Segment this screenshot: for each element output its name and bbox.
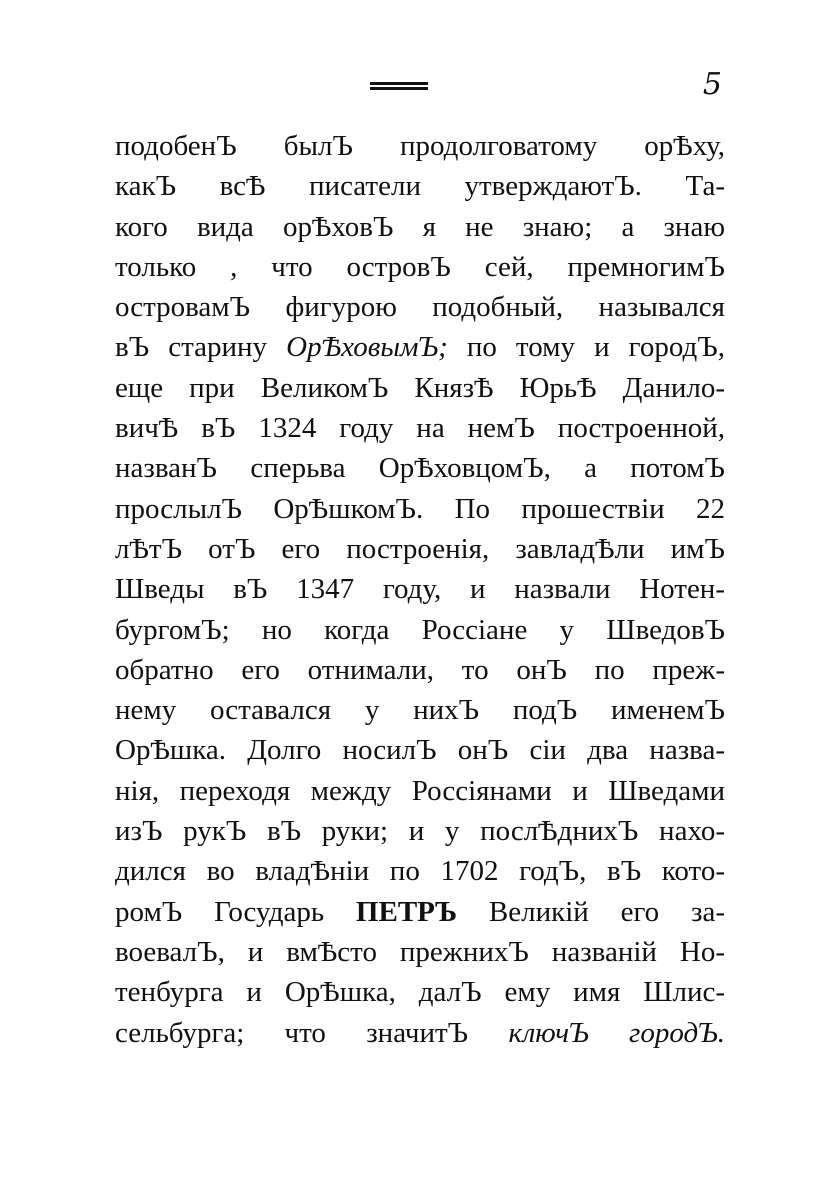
header-double-rule bbox=[370, 82, 428, 92]
text-line bbox=[115, 408, 725, 448]
text-line bbox=[115, 448, 725, 488]
text-segment: вЪ старину bbox=[115, 331, 287, 364]
text-segment: ключЪ городЪ. bbox=[508, 1016, 725, 1049]
text-segment: еще при ВеликомЪ КнязѢ ЮрьѢ Данило- bbox=[115, 371, 725, 404]
text-segment: обратно его отнимали, то онЪ по преж- bbox=[115, 653, 725, 686]
text-segment: нему оставался у нихЪ подЪ именемЪ bbox=[115, 694, 725, 727]
text-line bbox=[115, 972, 725, 1012]
text-line bbox=[115, 650, 725, 690]
text-line bbox=[115, 690, 725, 730]
text-line bbox=[115, 771, 725, 811]
text-line bbox=[115, 287, 725, 327]
text-segment: ОрѢшка. Долго носилЪ онЪ сіи два назва- bbox=[115, 734, 725, 767]
text-segment: кого вида орѢховЪ я не знаю; а знаю bbox=[115, 210, 725, 243]
text-line bbox=[115, 529, 725, 569]
text-segment: ромЪ Государь bbox=[115, 895, 356, 928]
text-line bbox=[115, 892, 725, 932]
text-segment: Шведы вЪ 1347 году, и назвали Нотен- bbox=[115, 573, 725, 606]
text-segment: воевалЪ, и вмѢсто прежнихЪ названій Но- bbox=[115, 935, 725, 968]
text-line bbox=[115, 932, 725, 972]
text-segment: по тому и городЪ, bbox=[447, 331, 725, 364]
text-segment: тенбурга и ОрѢшка, далЪ ему имя Шлис- bbox=[115, 976, 725, 1009]
text-segment: прослылЪ ОрѢшкомЪ. По прошествіи 22 bbox=[115, 492, 725, 525]
text-segment: подобенЪ былЪ продолговатому орѢху, bbox=[115, 130, 725, 162]
text-segment: островамЪ фигурою подобный, назывался bbox=[115, 291, 725, 324]
page-number: 5 bbox=[702, 67, 722, 102]
text-line bbox=[115, 247, 725, 287]
text-segment: названЪ сперьва ОрѢховцомЪ, а потомЪ bbox=[115, 452, 725, 485]
text-line bbox=[115, 166, 725, 206]
text-line bbox=[115, 569, 725, 609]
text-line bbox=[115, 851, 725, 891]
text-segment: ОрѢховымЪ; bbox=[286, 331, 448, 364]
text-line bbox=[115, 126, 725, 166]
text-segment: нія, переходя между Россіянами и Шведами bbox=[115, 774, 725, 807]
text-segment: ПЕТРЪ bbox=[355, 895, 458, 928]
text-segment: изЪ рукЪ вЪ руки; и у послѢднихЪ нахо- bbox=[115, 815, 725, 848]
rule-line-bottom bbox=[370, 87, 428, 90]
text-line bbox=[115, 207, 725, 247]
text-segment: дился во владѢніи по 1702 годЪ, вЪ кото- bbox=[115, 855, 725, 888]
body-text bbox=[115, 126, 725, 1053]
text-segment: вичѢ вЪ 1324 году на немЪ построенной, bbox=[115, 412, 725, 445]
text-line bbox=[115, 610, 725, 650]
text-segment: бургомЪ; но когда Россіане у ШведовЪ bbox=[115, 613, 725, 646]
text-line bbox=[115, 489, 725, 529]
text-line bbox=[115, 1013, 725, 1053]
text-segment: лѢтЪ отЪ его построенія, завладѢли имЪ bbox=[115, 532, 725, 565]
text-line bbox=[115, 327, 725, 367]
text-segment: только , что островЪ сей, премногимЪ bbox=[115, 250, 725, 283]
text-line bbox=[115, 730, 725, 770]
text-segment: Великій его за- bbox=[457, 895, 725, 928]
text-line bbox=[115, 368, 725, 408]
rule-line-top bbox=[370, 82, 428, 85]
text-segment: сельбурга; что значитЪ bbox=[115, 1016, 509, 1049]
text-segment: какЪ всѢ писатели утверждаютЪ. Та- bbox=[115, 170, 725, 203]
text-line bbox=[115, 811, 725, 851]
